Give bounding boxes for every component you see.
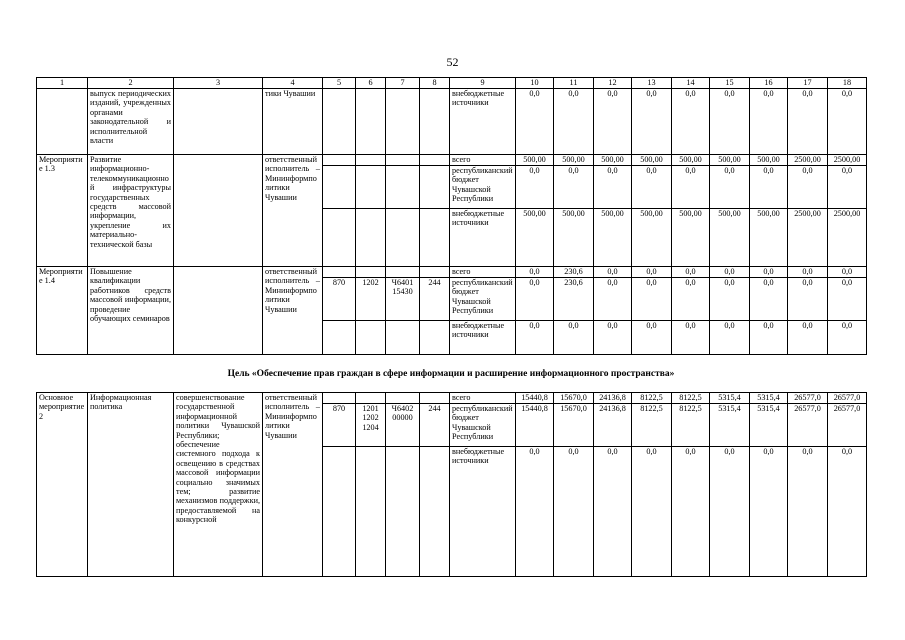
value-cell: 230,6 <box>554 267 594 278</box>
value-cell: 8122,5 <box>672 404 710 447</box>
cell <box>174 89 263 155</box>
col-header: 12 <box>594 78 632 89</box>
value-cell: 5315,4 <box>750 404 788 447</box>
source-label: внебюджетные источники <box>450 321 516 355</box>
cell <box>174 267 263 355</box>
executor-cell: ответственный исполнитель – Мининформполитики Чувашии <box>263 155 323 267</box>
value-cell: 0,0 <box>632 321 672 355</box>
value-cell: 0,0 <box>554 447 594 577</box>
value-cell: 0,0 <box>672 321 710 355</box>
value-cell: 0,0 <box>554 89 594 155</box>
value-cell: 2500,00 <box>788 155 828 166</box>
value-cell: 500,00 <box>750 209 788 267</box>
table-row <box>37 89 867 155</box>
value-cell: 0,0 <box>516 89 554 155</box>
value-cell: 26577,0 <box>788 404 828 447</box>
code-cell: 1201 1202 1204 <box>356 404 386 447</box>
cell <box>323 393 356 404</box>
cell <box>356 155 386 166</box>
cell <box>386 447 420 577</box>
table-row <box>37 393 867 404</box>
value-cell: 0,0 <box>750 278 788 321</box>
value-cell: 2500,00 <box>828 209 867 267</box>
value-cell: 0,0 <box>594 447 632 577</box>
col-header: 16 <box>750 78 788 89</box>
value-cell: 15670,0 <box>554 393 594 404</box>
cell <box>386 321 420 355</box>
column-number-row <box>37 78 867 89</box>
value-cell: 0,0 <box>788 447 828 577</box>
col-header: 17 <box>788 78 828 89</box>
cell <box>386 393 420 404</box>
cell <box>420 321 450 355</box>
value-cell: 500,00 <box>594 209 632 267</box>
value-cell: 0,0 <box>672 89 710 155</box>
cell <box>356 267 386 278</box>
cell <box>323 321 356 355</box>
col-header: 2 <box>88 78 174 89</box>
value-cell: 500,00 <box>710 209 750 267</box>
value-cell: 0,0 <box>788 278 828 321</box>
value-cell: 5315,4 <box>750 393 788 404</box>
cell <box>420 267 450 278</box>
col-header: 6 <box>356 78 386 89</box>
value-cell: 0,0 <box>750 447 788 577</box>
source-label: всего <box>450 267 516 278</box>
value-cell: 0,0 <box>710 89 750 155</box>
executor-cell: ответственный исполнитель – Мининформполитики Чувашии <box>263 393 323 577</box>
value-cell: 0,0 <box>672 166 710 209</box>
cell <box>420 393 450 404</box>
code-cell: 870 <box>323 404 356 447</box>
value-cell: 0,0 <box>710 321 750 355</box>
value-cell: 0,0 <box>828 166 867 209</box>
col-header: 1 <box>37 78 88 89</box>
cell <box>323 89 356 155</box>
value-cell: 0,0 <box>750 321 788 355</box>
cell <box>323 155 356 166</box>
value-cell: 0,0 <box>594 89 632 155</box>
value-cell: 8122,5 <box>632 404 672 447</box>
value-cell: 5315,4 <box>710 393 750 404</box>
value-cell: 500,00 <box>554 155 594 166</box>
col-header: 14 <box>672 78 710 89</box>
cell <box>386 166 420 209</box>
cell <box>323 209 356 267</box>
cell <box>420 166 450 209</box>
value-cell: 0,0 <box>828 278 867 321</box>
value-cell: 0,0 <box>594 166 632 209</box>
code-cell: 1202 <box>356 278 386 321</box>
goal-heading: Цель «Обеспечение прав граждан в сфере информации и расширение информационного пространства» <box>227 369 675 379</box>
page-number: 52 <box>446 55 459 69</box>
value-cell: 0,0 <box>750 89 788 155</box>
cell <box>37 89 88 155</box>
cell <box>356 166 386 209</box>
cell <box>356 321 386 355</box>
value-cell: 0,0 <box>710 166 750 209</box>
value-cell: 500,00 <box>594 155 632 166</box>
value-cell: 15440,8 <box>516 393 554 404</box>
value-cell: 500,00 <box>750 155 788 166</box>
value-cell: 0,0 <box>632 89 672 155</box>
cell <box>356 447 386 577</box>
col-header: 5 <box>323 78 356 89</box>
cell <box>386 209 420 267</box>
source-label: республиканский бюджет Чувашской Республики <box>450 404 516 447</box>
value-cell: 0,0 <box>516 447 554 577</box>
value-cell: 8122,5 <box>672 393 710 404</box>
col-header: 13 <box>632 78 672 89</box>
source-label: республиканский бюджет Чувашской Республики <box>450 278 516 321</box>
value-cell: 0,0 <box>632 166 672 209</box>
value-cell: 500,00 <box>672 209 710 267</box>
value-cell: 0,0 <box>632 447 672 577</box>
source-label: внебюджетные источники <box>450 89 516 155</box>
code-cell: Ч6401 15430 <box>386 278 420 321</box>
value-cell: 0,0 <box>516 267 554 278</box>
value-cell: 500,00 <box>516 155 554 166</box>
event-description: выпуск периодических изданий, учрежденных органами законодательной и исполнительной власти <box>88 89 174 155</box>
cell <box>174 155 263 267</box>
cell <box>356 89 386 155</box>
col-header: 3 <box>174 78 263 89</box>
event-goals: совершенствование государственной информационной политики Чувашской Республики; обеспечение системного подхода к освещению в средствах массовой информации социально значимых тем; развитие механизмов поддержки, предоставляемой на конкурсной <box>174 393 263 577</box>
value-cell: 0,0 <box>632 267 672 278</box>
value-cell: 0,0 <box>672 278 710 321</box>
col-header: 18 <box>828 78 867 89</box>
cell <box>386 267 420 278</box>
code-cell: 244 <box>420 278 450 321</box>
value-cell: 0,0 <box>594 267 632 278</box>
value-cell: 2500,00 <box>788 209 828 267</box>
col-header: 8 <box>420 78 450 89</box>
cell <box>420 155 450 166</box>
col-header: 7 <box>386 78 420 89</box>
value-cell: 24136,8 <box>594 393 632 404</box>
event-code: Мероприятие 1.4 <box>37 267 88 355</box>
source-label: всего <box>450 155 516 166</box>
cell <box>386 155 420 166</box>
source-label: внебюджетные источники <box>450 209 516 267</box>
value-cell: 26577,0 <box>828 393 867 404</box>
col-header: 11 <box>554 78 594 89</box>
value-cell: 0,0 <box>710 267 750 278</box>
table-row <box>37 155 867 166</box>
value-cell: 0,0 <box>594 278 632 321</box>
value-cell: 500,00 <box>554 209 594 267</box>
value-cell: 0,0 <box>554 321 594 355</box>
value-cell: 0,0 <box>710 278 750 321</box>
value-cell: 0,0 <box>788 321 828 355</box>
col-header: 9 <box>450 78 516 89</box>
value-cell: 0,0 <box>632 278 672 321</box>
value-cell: 0,0 <box>710 447 750 577</box>
cell <box>323 447 356 577</box>
cell <box>420 89 450 155</box>
event-description: Информационная политика <box>88 393 174 577</box>
cell <box>386 89 420 155</box>
cell <box>323 267 356 278</box>
value-cell: 0,0 <box>828 447 867 577</box>
value-cell: 500,00 <box>632 209 672 267</box>
value-cell: 0,0 <box>788 166 828 209</box>
value-cell: 0,0 <box>788 89 828 155</box>
cell <box>420 209 450 267</box>
table-row <box>37 267 867 278</box>
value-cell: 0,0 <box>594 321 632 355</box>
value-cell: 500,00 <box>710 155 750 166</box>
value-cell: 0,0 <box>750 166 788 209</box>
value-cell: 24136,8 <box>594 404 632 447</box>
value-cell: 0,0 <box>672 267 710 278</box>
cell <box>356 209 386 267</box>
value-cell: 0,0 <box>516 166 554 209</box>
cell <box>323 166 356 209</box>
value-cell: 5315,4 <box>710 404 750 447</box>
value-cell: 2500,00 <box>828 155 867 166</box>
col-header: 4 <box>263 78 323 89</box>
event-description: Развитие информационно-телекоммуникационной инфраструктуры государственных средств массовой информации, укрепление их материально-технической базы <box>88 155 174 267</box>
value-cell: 15440,8 <box>516 404 554 447</box>
cell <box>420 447 450 577</box>
source-label: внебюджетные источники <box>450 447 516 577</box>
value-cell: 500,00 <box>672 155 710 166</box>
code-cell: 870 <box>323 278 356 321</box>
value-cell: 8122,5 <box>632 393 672 404</box>
executor-cell: ответственный исполнитель – Мининформполитики Чувашии <box>263 267 323 355</box>
source-label: республиканский бюджет Чувашской Республики <box>450 166 516 209</box>
value-cell: 0,0 <box>516 278 554 321</box>
value-cell: 26577,0 <box>788 393 828 404</box>
value-cell: 0,0 <box>828 267 867 278</box>
executor-cell: тики Чувашии <box>263 89 323 155</box>
col-header: 10 <box>516 78 554 89</box>
value-cell: 230,6 <box>554 278 594 321</box>
value-cell: 0,0 <box>788 267 828 278</box>
col-header: 15 <box>710 78 750 89</box>
value-cell: 26577,0 <box>828 404 867 447</box>
value-cell: 15670,0 <box>554 404 594 447</box>
event-description: Повышение квалификации работников средств массовой информации, проведение обучающих семинаров <box>88 267 174 355</box>
code-cell: Ч6402 00000 <box>386 404 420 447</box>
value-cell: 0,0 <box>554 166 594 209</box>
source-label: всего <box>450 393 516 404</box>
budget-table-top <box>36 77 867 355</box>
value-cell: 500,00 <box>516 209 554 267</box>
value-cell: 0,0 <box>516 321 554 355</box>
value-cell: 0,0 <box>672 447 710 577</box>
value-cell: 500,00 <box>632 155 672 166</box>
event-code: Мероприятие 1.3 <box>37 155 88 267</box>
value-cell: 0,0 <box>828 89 867 155</box>
cell <box>356 393 386 404</box>
event-code: Основное мероприятие 2 <box>37 393 88 577</box>
budget-table-bottom <box>36 392 867 577</box>
code-cell: 244 <box>420 404 450 447</box>
value-cell: 0,0 <box>750 267 788 278</box>
value-cell: 0,0 <box>828 321 867 355</box>
